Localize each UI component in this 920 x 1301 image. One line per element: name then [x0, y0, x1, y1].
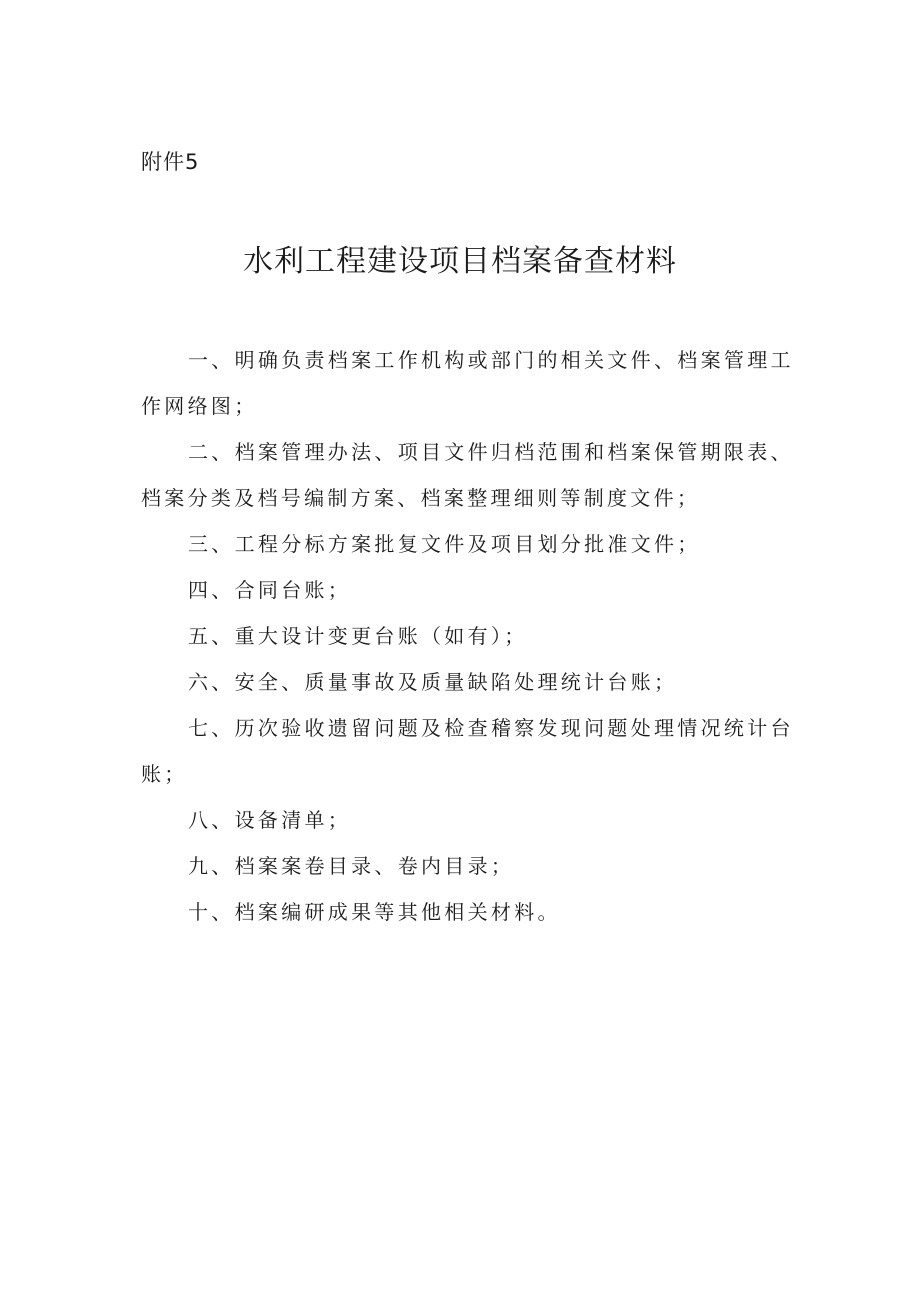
attachment-label: 附件5 — [141, 150, 200, 174]
list-item: 四、合同台账； — [188, 578, 352, 602]
list-item: 三、工程分标方案批复文件及项目划分批准文件； — [188, 532, 701, 556]
item-list — [141, 337, 796, 935]
list-item: 七、历次验收遗留问题及检查稽察发现问题处理情况统计台账； — [141, 716, 794, 786]
list-item: 十、档案编研成果等其他相关材料。 — [188, 900, 561, 924]
list-item: 五、重大设计变更台账（如有）； — [188, 624, 528, 648]
page-title: 水利工程建设项目档案备查材料 — [243, 244, 677, 279]
list-item: 九、档案案卷目录、卷内目录； — [188, 854, 515, 878]
list-item: 八、设备清单； — [188, 808, 352, 832]
list-item: 一、明确负责档案工作机构或部门的相关文件、档案管理工作网络图； — [141, 348, 794, 418]
list-item: 六、安全、质量事故及质量缺陷处理统计台账； — [188, 670, 678, 694]
list-item: 二、档案管理办法、项目文件归档范围和档案保管期限表、档案分类及档号编制方案、档案整理细则等制度文件； — [141, 440, 794, 510]
